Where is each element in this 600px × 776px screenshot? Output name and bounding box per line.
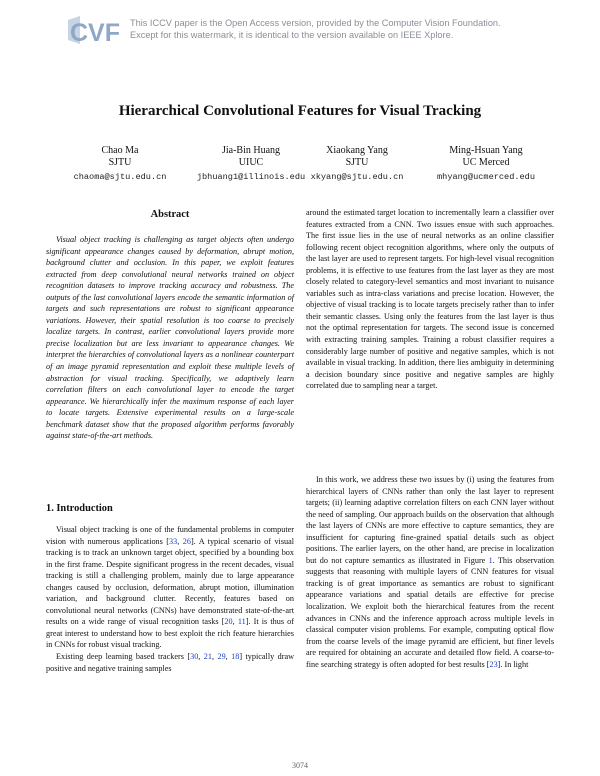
text-run: ]. A typical scenario of visual tracking is to track an unknown target object, specified by a bounding box in the first frame. Despite significant progress in the recent decades, visual tracking is still a challenging problem, mainly due to large appearance changes caused by occlusion, deformation, abrupt motion, illumination variation, and background clutter. Recently, features based on convolutional neural networks (CNNs) have demonstrated state-of-the-art results on a wide range of visual recognition tasks [ — [46, 536, 295, 627]
cvf-logo — [66, 14, 120, 48]
author-4 — [416, 145, 556, 169]
intro-paragraph-1: Visual object tracking is one of the fundamental problems in computer vision with numerous applications [33, 26]. A typical scenario of visual tracking is to track an unknown target object, specified by a bounding box in the first frame. Despite significant progress in the recent decades, visual tracking is still a challenging problem, mainly due to large appearance changes caused by occlusion, deformation, abrupt motion, illumination variation, and background clutter. Recently, features based on convolutional neural networks (CNNs) have demonstrated state-of-the-art results on a wide range of visual recognition tasks [20, 11]. It is thus of great interest to understand how to best exploit the rich feature hierarchies in CNNs for robust visual tracking. — [46, 525, 295, 650]
abstract-paragraph: Visual object tracking is challenging as target objects often undergo significant appearance changes caused by deformation, abrupt motion, background clutter and occlusion. In this paper, we exploit features extracted from deep convolutional neural networks trained on object recognition datasets to improve tracking accuracy and robustness. The outputs of the last convolutional layers encode the semantic information of targets and such representations are robust to significant appearance variations. However, their spatial resolution is too coarse to precisely localize targets. In contrast, earlier convolutional layers provide more precise localization but are less invariant to appearance changes. We interpret the hierarchies of convolutional layers as a nonlinear counterpart of an image pyramid representation and exploit these multiple levels of abstraction for visual tracking. Specifically, we adaptively learn correlation filters on each convolutional layer to encode the target appearance. We hierarchically infer the maximum response of each layer to locate targets. Extensive experimental results on a large-scale benchmark dataset show that the proposed algorithm performs favorably against state-of-the-art methods. — [46, 235, 294, 441]
citation-link[interactable]: 26 — [182, 536, 191, 546]
citation-link[interactable]: 20 — [224, 617, 233, 627]
author-name: Xiaokang Yang — [326, 145, 388, 156]
author-name: Chao Ma — [101, 145, 139, 156]
text-run: ]. It is thus of great interest to understand how to best exploit the rich feature hierarchies in CNNs for robust visual tracking. — [46, 617, 295, 650]
author-email[interactable]: mhyang@ucmerced.edu — [437, 172, 535, 182]
text-run: . This observation suggests that reasoning with multiple layers of CNN features for visual tracking is of great importance as semantics are robust to significant appearance variations and spatial details are effective for precise localization. We exploit both the hierarchical features from the recent advances in CNNs and the inference approach across multiple levels in classical computer vision problems. For example, computing optical flow from the coarse levels of the image pyramid are efficient, but finer levels are required for obtaining an accurate and detailed flow field. A coarse-to-fine searching strategy is often adopted for best results [ — [306, 555, 555, 669]
author-email[interactable]: jbhuang1@illinois.edu — [196, 172, 306, 182]
author-affiliation: UC Merced — [462, 157, 510, 168]
body-paragraph — [306, 474, 554, 670]
citation-link[interactable]: 33 — [169, 536, 178, 546]
author-email[interactable]: xkyang@sjtu.edu.cn — [310, 172, 404, 182]
citation-link[interactable]: 11 — [237, 617, 246, 627]
citation-link[interactable]: 30 — [190, 652, 199, 662]
paper-title: Hierarchical Convolutional Features for Visual Tracking — [118, 103, 482, 119]
intro-heading: 1. Introduction — [46, 503, 113, 514]
text-run: Visual object tracking is one of the fundamental problems in computer vision with numerous applications [ — [46, 525, 294, 546]
citation-link[interactable]: 21 — [203, 652, 212, 662]
right-paragraph-1 — [306, 207, 554, 392]
text-run: Existing deep learning based trackers [ — [56, 652, 191, 662]
text-run: ] typically draw positive and negative training samples — [46, 652, 295, 673]
abstract-text — [46, 234, 294, 442]
figure-link[interactable]: 1 — [488, 555, 493, 565]
author-name: Jia-Bin Huang — [221, 145, 281, 156]
author-name: Ming-Hsuan Yang — [449, 145, 523, 156]
text-run: In this work, we address these two issues by (i) using the features from hierarchical layers of CNNs rather than only the last layer to represent targets; (ii) learning adaptive correlation filters on each CNN layer without the need of sampling. Our approach builds on the observation that although the last layers of CNNs are more effective to capture semantics, they are insufficient for capturing fine-grained spatial details such as object positions. The earlier layers, on the other hand, are precise in localization but do not capture semantics as illustrated in Figure — [306, 475, 554, 565]
citation-link[interactable]: 23 — [489, 659, 498, 669]
cvf-logo-text: CVF — [70, 19, 120, 47]
citation-link[interactable]: 29 — [217, 652, 226, 662]
intro-text — [46, 524, 294, 674]
citation-link[interactable]: 18 — [231, 652, 240, 662]
author-1 — [50, 145, 190, 169]
author-email[interactable]: chaoma@sjtu.edu.cn — [73, 172, 167, 182]
intro-paragraph-2: Existing deep learning based trackers [30, 21, 29, 18] typically draw positive and negative training samples — [46, 652, 295, 673]
body-paragraph: around the estimated target location to incrementally learn a classifier over features extracted from a CNN. Two issues ensue with such approaches. The first issue lies in the use of neural networks as an online classifier following recent object recognition algorithms, where only the outputs of the last layer are used to represent targets. For high-level visual recognition problems, it is effective to use features from the last layer as they are most closely related to category-level semantics and most invariant to nuisance variables such as intra-class variations and precise location. However, the objective of visual tracking is to locate targets precisely rather than to infer their semantic classes. Using only the features from the last layer is thus not the optimal representation for targets. The second issue is concerned with extracting training samples. Training a robust classifier requires a considerably large number of positive and negative samples, which is not available in visual tracking. In addition, there lies ambiguity in determining a decision boundary since positive and negative samples are highly correlated due to sampling near a target. — [306, 208, 554, 391]
abstract-heading: Abstract — [150, 209, 190, 220]
text-run: ]. In light — [497, 659, 529, 669]
author-3 — [287, 145, 427, 169]
author-affiliation: SJTU — [108, 157, 132, 168]
watermark-line-2: Except for this watermark, it is identical to the version available on IEEE Xplore. — [130, 30, 454, 40]
author-affiliation: UIUC — [238, 157, 264, 168]
page-number: 3074 — [292, 761, 308, 770]
watermark-line-1: This ICCV paper is the Open Access version, provided by the Computer Vision Foundation. — [130, 18, 501, 28]
author-affiliation: SJTU — [345, 157, 369, 168]
right-paragraph-2 — [306, 474, 554, 670]
